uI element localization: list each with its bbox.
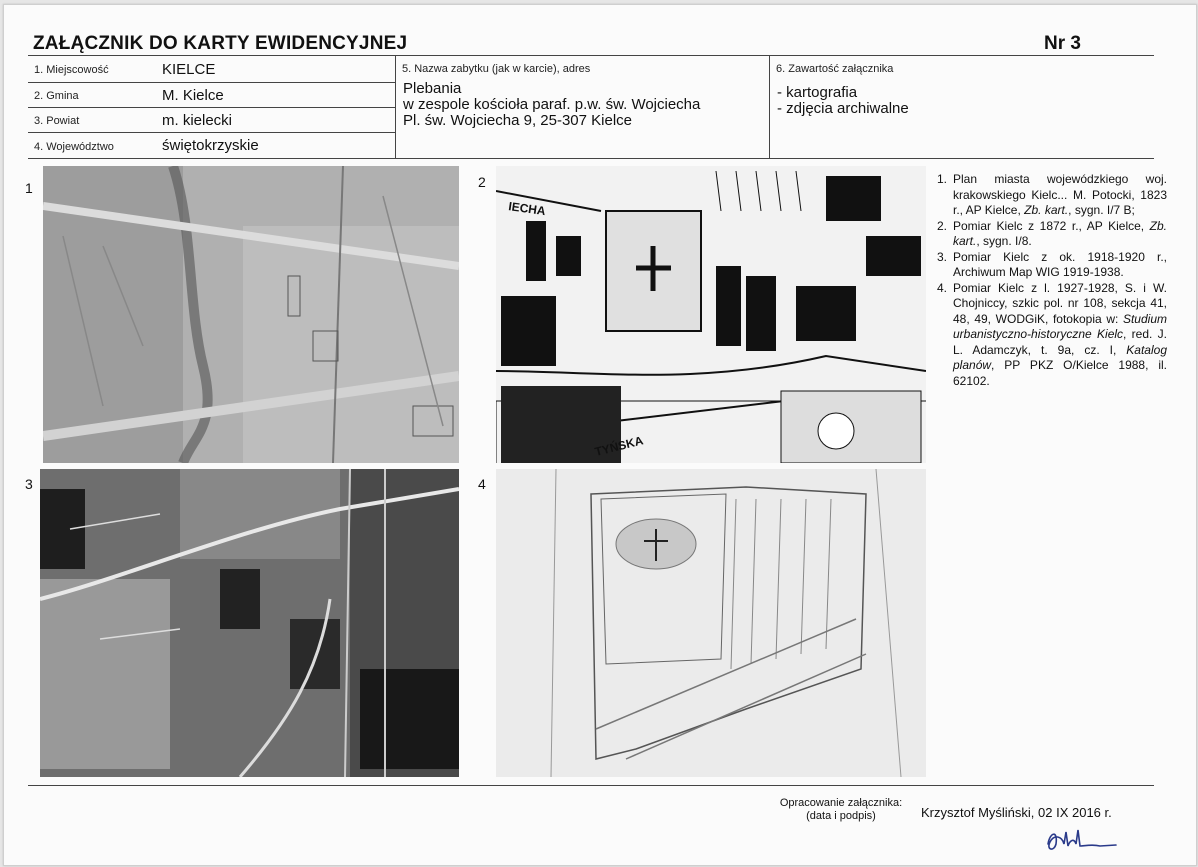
reference-text-segment: , sygn. I/7 B;: [1068, 203, 1135, 217]
form-bottom-border: [28, 158, 1154, 159]
field-value-powiat: m. kielecki: [162, 112, 233, 129]
reference-italic-title: Zb. kart.: [953, 218, 1167, 248]
field-value-miejscowosc: KIELCE: [162, 61, 216, 78]
attachment-number: Nr 3: [1044, 33, 1081, 54]
figure-3-survey-map: [40, 469, 459, 777]
reference-italic-title: Zb. kart.: [1024, 203, 1069, 217]
monument-name: Plebania: [403, 80, 462, 97]
row-divider: [28, 132, 395, 133]
column-divider: [395, 56, 396, 158]
prepared-by-label: [776, 797, 906, 823]
reference-italic-title: Katalog planów: [953, 342, 1167, 372]
reference-item: [937, 219, 1167, 250]
footer-divider: [28, 785, 1154, 786]
field-label-wojewodztwo: 4. Województwo: [34, 141, 114, 153]
field-label-zawartosc: 6. Zawartość załącznika: [776, 63, 894, 75]
reference-text-segment: Pomiar Kielc z ok. 1918-1920 r., Archiwum Map WIG 1919-1938.: [953, 249, 1167, 279]
reference-text-segment: , sygn. I/8.: [976, 234, 1032, 248]
source-references: [937, 172, 1167, 389]
reference-italic-title: Studium urbanistyczno-historyczne Kielc: [953, 311, 1167, 341]
historic-map-image: [43, 166, 459, 463]
reference-text: [953, 172, 1167, 217]
field-label-gmina: 2. Gmina: [34, 90, 79, 102]
field-label-nazwa: 5. Nazwa zabytku (jak w karcie), adres: [402, 63, 591, 75]
reference-text-segment: Pomiar Kielc z 1872 r., AP Kielce,: [953, 218, 1150, 233]
cadastral-sketch-image: [496, 469, 926, 777]
reference-item: [937, 281, 1167, 390]
field-label-powiat: 3. Powiat: [34, 115, 80, 127]
reference-text: [953, 250, 1167, 280]
contents-item: - kartografia: [777, 84, 858, 101]
street-label-top: IECHA: [507, 199, 547, 219]
street-label-bottom: TYŃSKA: [593, 433, 645, 459]
reference-number: 1.: [937, 172, 948, 186]
contents-item: - zdjęcia archiwalne: [777, 100, 909, 117]
reference-item: [937, 250, 1167, 281]
monument-complex: w zespole kościoła paraf. p.w. św. Wojciecha: [403, 96, 701, 113]
row-divider: [28, 107, 395, 108]
city-plan-image: [496, 166, 926, 463]
reference-text: [953, 219, 1167, 249]
reference-text-segment: Pomiar Kielc z l. 1927-1928, S. i W. Chojniccy, szkic pol. nr 108, sekcja 41, 48, 49, WODGiK, fotokopia w:: [953, 280, 1167, 326]
reference-text-segment: , red. J. L. Adamczyk, t. 9a, cz. I,: [953, 327, 1167, 357]
figure-number-4: 4: [478, 476, 486, 492]
figure-1-historic-map: [43, 166, 459, 463]
figure-4-cadastral-sketch: [496, 469, 926, 777]
reference-text: [953, 281, 1167, 388]
figure-number-1: 1: [25, 180, 33, 196]
figure-2-city-plan: [496, 166, 926, 463]
reference-item: [937, 172, 1167, 219]
column-divider: [769, 56, 770, 158]
reference-text-segment: Plan miasta wojewódzkiego woj. krakowskiego Kielc... M. Potocki, 1823 r., AP Kielce,: [953, 172, 1167, 217]
figure-number-2: 2: [478, 174, 486, 190]
prepared-by-label-line1: Opracowanie załącznika:: [779, 797, 903, 809]
survey-map-image: [40, 469, 459, 777]
monument-address: Pl. św. Wojciecha 9, 25-307 Kielce: [403, 112, 633, 129]
document-title: ZAŁĄCZNIK DO KARTY EWIDENCYJNEJ: [33, 33, 408, 54]
field-value-wojewodztwo: świętokrzyskie: [162, 137, 259, 154]
reference-number: 2.: [937, 218, 948, 233]
prepared-by-label-line2: (data i podpis): [806, 810, 876, 822]
handwritten-signature: [1040, 822, 1120, 856]
reference-number: 3.: [937, 249, 948, 264]
reference-number: 4.: [937, 280, 948, 295]
title-underline: [28, 55, 1154, 56]
author-and-date: Krzysztof Myśliński, 02 IX 2016 r.: [921, 805, 1112, 820]
figure-number-3: 3: [25, 476, 33, 492]
field-label-miejscowosc: 1. Miejscowość: [34, 64, 109, 76]
row-divider: [28, 82, 395, 83]
monument-name-address: [403, 81, 700, 129]
reference-text-segment: , PP PKZ O/Kielce 1988, il. 62102.: [953, 358, 1167, 388]
attachment-contents: [777, 85, 909, 117]
field-value-gmina: M. Kielce: [162, 87, 224, 104]
